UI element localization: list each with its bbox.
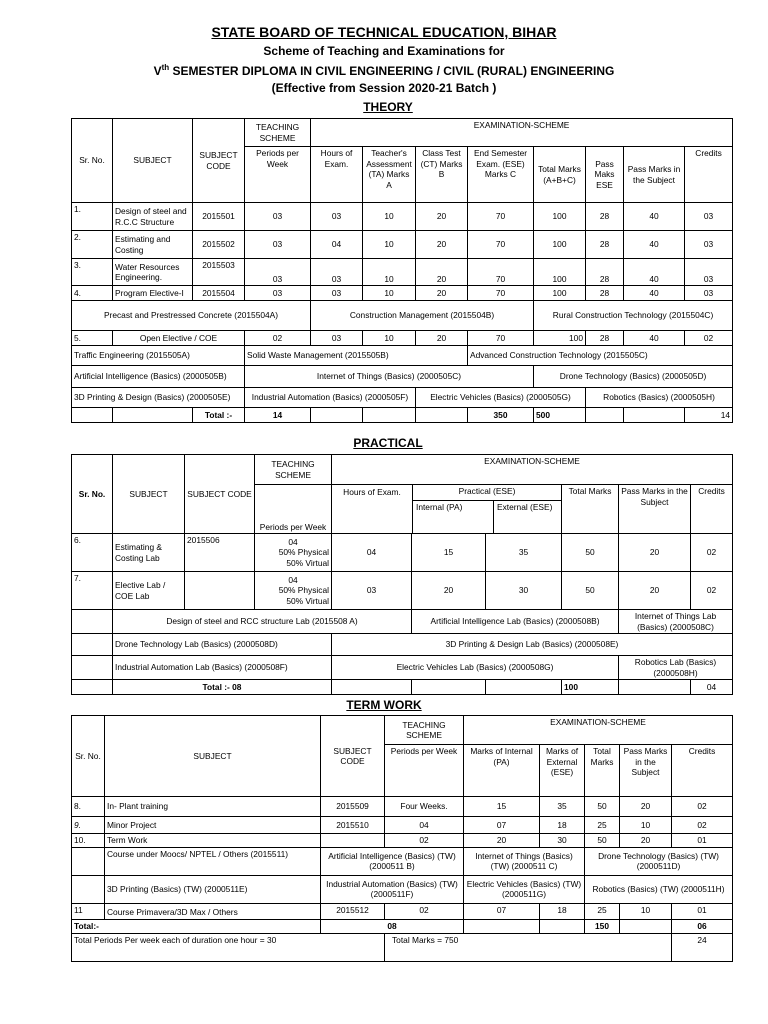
elective-options-row bbox=[72, 847, 733, 875]
col-header-hours: Hours of Exam. bbox=[332, 485, 413, 533]
code-cell bbox=[321, 834, 385, 848]
total-label: Total :- bbox=[193, 408, 245, 423]
total-credits: 06 bbox=[672, 919, 733, 933]
subject-cell: Design of steel and R.C.C Structure bbox=[113, 203, 193, 231]
sr-cell: 10. bbox=[72, 834, 105, 848]
lab-option: Robotics Lab (Basics) (2000508H) bbox=[619, 656, 733, 680]
elective-option: Robotics (Basics) (2000505H) bbox=[586, 388, 733, 408]
periods-cell: 02 bbox=[245, 331, 311, 346]
col-header-internal: Internal (PA) bbox=[413, 501, 494, 533]
table-row bbox=[72, 286, 733, 301]
elective-option: Internet of Things (Basics) (2000505C) bbox=[245, 366, 534, 388]
periods-cell: 03 bbox=[245, 259, 311, 286]
total-row bbox=[72, 919, 733, 933]
periods-cell: 04 bbox=[385, 817, 464, 834]
sr-cell: 8. bbox=[72, 797, 105, 817]
pass-subject-cell: 40 bbox=[624, 231, 685, 259]
table-row bbox=[72, 331, 733, 346]
practical-table bbox=[71, 454, 733, 695]
elective-option: Industrial Automation (Basics) (TW) (2000511F) bbox=[321, 875, 464, 903]
total-marks: 150 bbox=[585, 919, 620, 933]
internal-cell: 15 bbox=[412, 534, 486, 572]
lab-option: Design of steel and RCC structure Lab (2015508 A) bbox=[113, 610, 412, 634]
col-header-subject: SUBJECT bbox=[113, 455, 185, 534]
periods-cell: 04 50% Physical 50% Virtual bbox=[255, 572, 332, 610]
elective-option: Artificial Intelligence (Basics) (2000505B) bbox=[72, 366, 245, 388]
code-cell: 2015503 bbox=[193, 259, 245, 286]
col-header-pass: Pass Marks in the Subject bbox=[620, 745, 672, 797]
total-cell: 100 bbox=[534, 203, 586, 231]
hours-cell: 03 bbox=[311, 286, 363, 301]
theory-table bbox=[71, 118, 733, 423]
hours-cell: 04 bbox=[311, 231, 363, 259]
elective-options-row bbox=[72, 875, 733, 903]
ta-cell: 10 bbox=[363, 259, 416, 286]
ta-cell: 10 bbox=[363, 231, 416, 259]
pass-subject-cell: 40 bbox=[624, 203, 685, 231]
ta-cell: 10 bbox=[363, 203, 416, 231]
elective-option: 3D Printing & Design (Basics) (2000505E) bbox=[72, 388, 245, 408]
sr-cell: 5. bbox=[72, 331, 113, 346]
open-elective-row bbox=[72, 346, 733, 366]
col-header-ta: Teacher's Assessment (TA) Marks A bbox=[363, 147, 416, 203]
pass-ese-cell: 28 bbox=[586, 286, 624, 301]
document-title: STATE BOARD OF TECHNICAL EDUCATION, BIHAR bbox=[211, 24, 557, 40]
hours-cell: 03 bbox=[311, 331, 363, 346]
col-header-subject: SUBJECT bbox=[105, 716, 321, 797]
sr-cell: 11 bbox=[72, 903, 105, 919]
credits-cell: 01 bbox=[672, 903, 733, 919]
col-header-ese: End Semester Exam. (ESE) Marks C bbox=[468, 147, 534, 203]
elective-option: Drone Technology (Basics) (2000505D) bbox=[534, 366, 733, 388]
effective-session: (Effective from Session 2020-21 Batch ) bbox=[271, 81, 497, 95]
pass-cell: 10 bbox=[620, 817, 672, 834]
col-header-credits: Credits bbox=[685, 147, 733, 203]
internal-cell: 15 bbox=[464, 797, 540, 817]
ese-cell: 70 bbox=[468, 231, 534, 259]
elective-option: Artificial Intelligence (Basics) (TW) (2000511 B) bbox=[321, 847, 464, 875]
subject-cell: Minor Project bbox=[105, 817, 321, 834]
lab-option: Industrial Automation Lab (Basics) (2000508F) bbox=[113, 656, 332, 680]
total-cell: 50 bbox=[585, 834, 620, 848]
periods-cell: 03 bbox=[245, 231, 311, 259]
col-header-teaching: TEACHING SCHEME bbox=[245, 119, 311, 147]
sr-cell: 7. bbox=[72, 572, 113, 610]
hours-cell: 03 bbox=[311, 203, 363, 231]
code-cell: 2015502 bbox=[193, 231, 245, 259]
total-periods-note: Total Periods Per week each of duration one hour = 30 bbox=[72, 933, 385, 961]
elective-option: Precast and Prestressed Concrete (2015504A) bbox=[72, 301, 311, 331]
col-header-external: External (ESE) bbox=[497, 502, 553, 512]
col-header-srno: Sr. No. bbox=[72, 119, 113, 203]
col-header-code: SUBJECT CODE bbox=[193, 119, 245, 203]
open-elective-row bbox=[72, 388, 733, 408]
subject-cell: Estimating and Costing bbox=[113, 231, 193, 259]
internal-cell: 07 bbox=[464, 817, 540, 834]
credits-cell: 02 bbox=[685, 331, 733, 346]
col-header-credits: Credits bbox=[691, 485, 733, 534]
lab-option: Internet of Things Lab (Basics) (2000508C) bbox=[619, 610, 733, 634]
col-header-code: SUBJECT CODE bbox=[321, 716, 385, 797]
table-row bbox=[72, 797, 733, 817]
pass-subject-cell: 40 bbox=[624, 259, 685, 286]
pass-ese-cell: 28 bbox=[586, 231, 624, 259]
col-header-exam: EXAMINATION-SCHEME bbox=[311, 119, 733, 147]
printing-label: 3D Printing (Basics) (TW) (2000511E) bbox=[105, 875, 321, 903]
elective-option: Drone Technology (Basics) (TW) (2000511D) bbox=[585, 847, 733, 875]
total-cell: 100 bbox=[534, 331, 586, 346]
practical-exam-subheader bbox=[332, 485, 562, 534]
sr-cell: 3. bbox=[72, 259, 113, 286]
credits-cell: 03 bbox=[685, 259, 733, 286]
col-header-pass-subject: Pass Marks in the Subject bbox=[624, 147, 685, 203]
code-cell bbox=[185, 572, 255, 610]
code-cell: 2015506 bbox=[185, 534, 255, 572]
elective-option: Electric Vehicles (Basics) (2000505G) bbox=[416, 388, 586, 408]
total-cell: 50 bbox=[562, 534, 619, 572]
total-cell: 100 bbox=[534, 231, 586, 259]
total-label: Total:- bbox=[72, 919, 321, 933]
ese-cell: 70 bbox=[468, 259, 534, 286]
periods-cell: 03 bbox=[245, 286, 311, 301]
periods-cell: 02 bbox=[385, 834, 464, 848]
total-periods: 14 bbox=[245, 408, 311, 423]
pass-ese-cell: 28 bbox=[586, 331, 624, 346]
total-cell: 50 bbox=[562, 572, 619, 610]
sr-cell: 9. bbox=[72, 817, 105, 834]
table-row bbox=[72, 834, 733, 848]
total-cell: 25 bbox=[585, 817, 620, 834]
open-elective-row bbox=[72, 366, 733, 388]
col-header-teaching: TEACHING SCHEME bbox=[255, 455, 332, 485]
elective-option: Solid Waste Management (2015505B) bbox=[245, 346, 468, 366]
ese-cell: 70 bbox=[468, 331, 534, 346]
ta-cell: 10 bbox=[363, 331, 416, 346]
total-ese: 350 bbox=[468, 408, 534, 423]
elective-option: Traffic Engineering (2015505A) bbox=[72, 346, 245, 366]
total-cell: 25 bbox=[585, 903, 620, 919]
pass-ese-cell: 28 bbox=[586, 203, 624, 231]
subject-cell: Term Work bbox=[105, 834, 321, 848]
external-cell: 30 bbox=[486, 572, 562, 610]
code-cell: 2015504 bbox=[193, 286, 245, 301]
pass-cell: 20 bbox=[619, 572, 691, 610]
credits-cell: 03 bbox=[685, 203, 733, 231]
pass-cell: 20 bbox=[619, 534, 691, 572]
sr-cell: 1. bbox=[72, 203, 113, 231]
lab-option: 3D Printing & Design Lab (Basics) (2000508E) bbox=[332, 634, 733, 656]
col-header-practical-ese: Practical (ESE) bbox=[413, 485, 561, 501]
table-row bbox=[72, 817, 733, 834]
elective-option: Robotics (Basics) (TW) (2000511H) bbox=[585, 875, 733, 903]
col-header-ct: Class Test (CT) Marks B bbox=[416, 147, 468, 203]
elective-option: Industrial Automation (Basics) (2000505F) bbox=[245, 388, 416, 408]
pass-ese-cell: 28 bbox=[586, 259, 624, 286]
table-row bbox=[72, 534, 733, 572]
external-cell: 18 bbox=[540, 903, 585, 919]
external-cell: 35 bbox=[486, 534, 562, 572]
lab-options-row bbox=[72, 656, 733, 680]
hours-cell: 04 bbox=[332, 534, 412, 572]
subject-cell: Water Resources Engineering. bbox=[113, 259, 193, 286]
credits-cell: 03 bbox=[685, 286, 733, 301]
col-header-srno: Sr. No. bbox=[72, 455, 113, 534]
external-cell: 35 bbox=[540, 797, 585, 817]
code-cell: 2015510 bbox=[321, 817, 385, 834]
total-credits: 14 bbox=[685, 408, 733, 423]
moocs-label: Course under Moocs/ NPTEL / Others (2015511) bbox=[105, 847, 321, 875]
external-cell: 30 bbox=[540, 834, 585, 848]
practical-heading: PRACTICAL bbox=[353, 436, 423, 450]
code-cell: 2015512 bbox=[321, 903, 385, 919]
theory-heading: THEORY bbox=[363, 100, 413, 114]
table-row bbox=[72, 259, 733, 286]
elective-option: Advanced Construction Technology (2015505C) bbox=[468, 346, 733, 366]
code-cell: 2015509 bbox=[321, 797, 385, 817]
scheme-subtitle: Scheme of Teaching and Examinations for bbox=[263, 44, 505, 58]
table-row bbox=[72, 903, 733, 919]
credits-cell: 02 bbox=[672, 797, 733, 817]
termwork-heading: TERM WORK bbox=[346, 698, 422, 712]
credits-cell: 01 bbox=[672, 834, 733, 848]
subject-cell: Open Elective / COE bbox=[113, 331, 245, 346]
hours-cell: 03 bbox=[332, 572, 412, 610]
credits-cell: 03 bbox=[685, 231, 733, 259]
summary-row bbox=[72, 933, 733, 961]
credits-cell: 02 bbox=[691, 572, 733, 610]
elective-option: Rural Construction Technology (2015504C) bbox=[534, 301, 733, 331]
sr-cell: 4. bbox=[72, 286, 113, 301]
elective-option: Construction Management (2015504B) bbox=[311, 301, 534, 331]
ct-cell: 20 bbox=[416, 331, 468, 346]
total-row bbox=[72, 680, 733, 695]
subject-cell: Course Primavera/3D Max / Others bbox=[105, 903, 321, 919]
lab-option: Electric Vehicles Lab (Basics) (2000508G) bbox=[332, 656, 619, 680]
col-header-total: Total Marks bbox=[585, 745, 620, 797]
col-header-exam: EXAMINATION-SCHEME bbox=[332, 455, 733, 485]
elective-options-row bbox=[72, 301, 733, 331]
lab-options-row bbox=[72, 610, 733, 634]
subject-cell: Program Elective-I bbox=[113, 286, 193, 301]
elective-option: Electric Vehicles (Basics) (TW) (2000511G) bbox=[464, 875, 585, 903]
total-label: Total :- 08 bbox=[113, 680, 332, 695]
col-header-internal: Marks of Internal (PA) bbox=[464, 745, 540, 797]
periods-cell: 03 bbox=[245, 203, 311, 231]
periods-cell: Four Weeks. bbox=[385, 797, 464, 817]
code-cell: 2015501 bbox=[193, 203, 245, 231]
col-header-total: Total Marks bbox=[562, 485, 619, 534]
lab-options-row bbox=[72, 634, 733, 656]
total-marks: 100 bbox=[562, 680, 619, 695]
ct-cell: 20 bbox=[416, 259, 468, 286]
col-header-hours: Hours of Exam. bbox=[311, 147, 363, 203]
hours-cell: 03 bbox=[311, 259, 363, 286]
pass-subject-cell: 40 bbox=[624, 286, 685, 301]
col-header-exam: EXAMINATION-SCHEME bbox=[464, 716, 733, 745]
col-header-periods: Periods per Week bbox=[245, 147, 311, 203]
lab-option: Artificial Intelligence Lab (Basics) (2000508B) bbox=[412, 610, 619, 634]
internal-cell: 07 bbox=[464, 903, 540, 919]
col-header-total: Total Marks (A+B+C) bbox=[534, 147, 586, 203]
total-row bbox=[72, 408, 733, 423]
total-cell: 100 bbox=[534, 286, 586, 301]
table-row bbox=[72, 203, 733, 231]
ct-cell: 20 bbox=[416, 286, 468, 301]
col-header-teaching: TEACHING SCHEME bbox=[385, 716, 464, 745]
col-header-periods: Periods per Week bbox=[255, 485, 332, 534]
internal-cell: 20 bbox=[464, 834, 540, 848]
sr-cell: 2. bbox=[72, 231, 113, 259]
elective-option: Internet of Things (Basics) (TW) (2000511 C) bbox=[464, 847, 585, 875]
ct-cell: 20 bbox=[416, 231, 468, 259]
internal-cell: 20 bbox=[412, 572, 486, 610]
total-credits-overall: 24 bbox=[672, 933, 733, 961]
pass-cell: 20 bbox=[620, 834, 672, 848]
col-header-srno: Sr. No. bbox=[72, 716, 105, 797]
periods-cell: 02 bbox=[385, 903, 464, 919]
total-cell: 50 bbox=[585, 797, 620, 817]
termwork-table bbox=[71, 715, 733, 962]
credits-cell: 02 bbox=[691, 534, 733, 572]
col-header-external: Marks of External (ESE) bbox=[540, 745, 585, 797]
col-header-credits: Credits bbox=[672, 745, 733, 797]
col-header-subject: SUBJECT bbox=[113, 119, 193, 203]
ta-cell: 10 bbox=[363, 286, 416, 301]
external-cell: 18 bbox=[540, 817, 585, 834]
pass-subject-cell: 40 bbox=[624, 331, 685, 346]
total-credits: 04 bbox=[691, 680, 733, 695]
col-header-pass-ese: Pass Maks ESE bbox=[586, 147, 624, 203]
total-cell: 100 bbox=[534, 259, 586, 286]
sr-cell: 6. bbox=[72, 534, 113, 572]
col-header-code: SUBJECT CODE bbox=[185, 455, 255, 534]
credits-cell: 02 bbox=[672, 817, 733, 834]
subject-cell: Estimating & Costing Lab bbox=[113, 534, 185, 572]
ct-cell: 20 bbox=[416, 203, 468, 231]
ese-cell: 70 bbox=[468, 286, 534, 301]
col-header-pass: Pass Marks in the Subject bbox=[619, 485, 691, 534]
pass-cell: 20 bbox=[620, 797, 672, 817]
total-marks: 500 bbox=[534, 408, 586, 423]
pass-cell: 10 bbox=[620, 903, 672, 919]
subject-cell: In- Plant training bbox=[105, 797, 321, 817]
total-marks-note: Total Marks = 750 bbox=[385, 933, 672, 961]
table-row bbox=[72, 231, 733, 259]
semester-heading: Vth SEMESTER DIPLOMA IN CIVIL ENGINEERING / CIVIL (RURAL) ENGINEERING bbox=[153, 63, 615, 78]
total-periods: 08 bbox=[321, 919, 464, 933]
lab-option: Drone Technology Lab (Basics) (2000508D) bbox=[113, 634, 332, 656]
periods-cell: 04 50% Physical 50% Virtual bbox=[255, 534, 332, 572]
col-header-periods: Periods per Week bbox=[385, 745, 464, 797]
subject-cell: Elective Lab / COE Lab bbox=[113, 572, 185, 610]
table-row bbox=[72, 572, 733, 610]
ese-cell: 70 bbox=[468, 203, 534, 231]
